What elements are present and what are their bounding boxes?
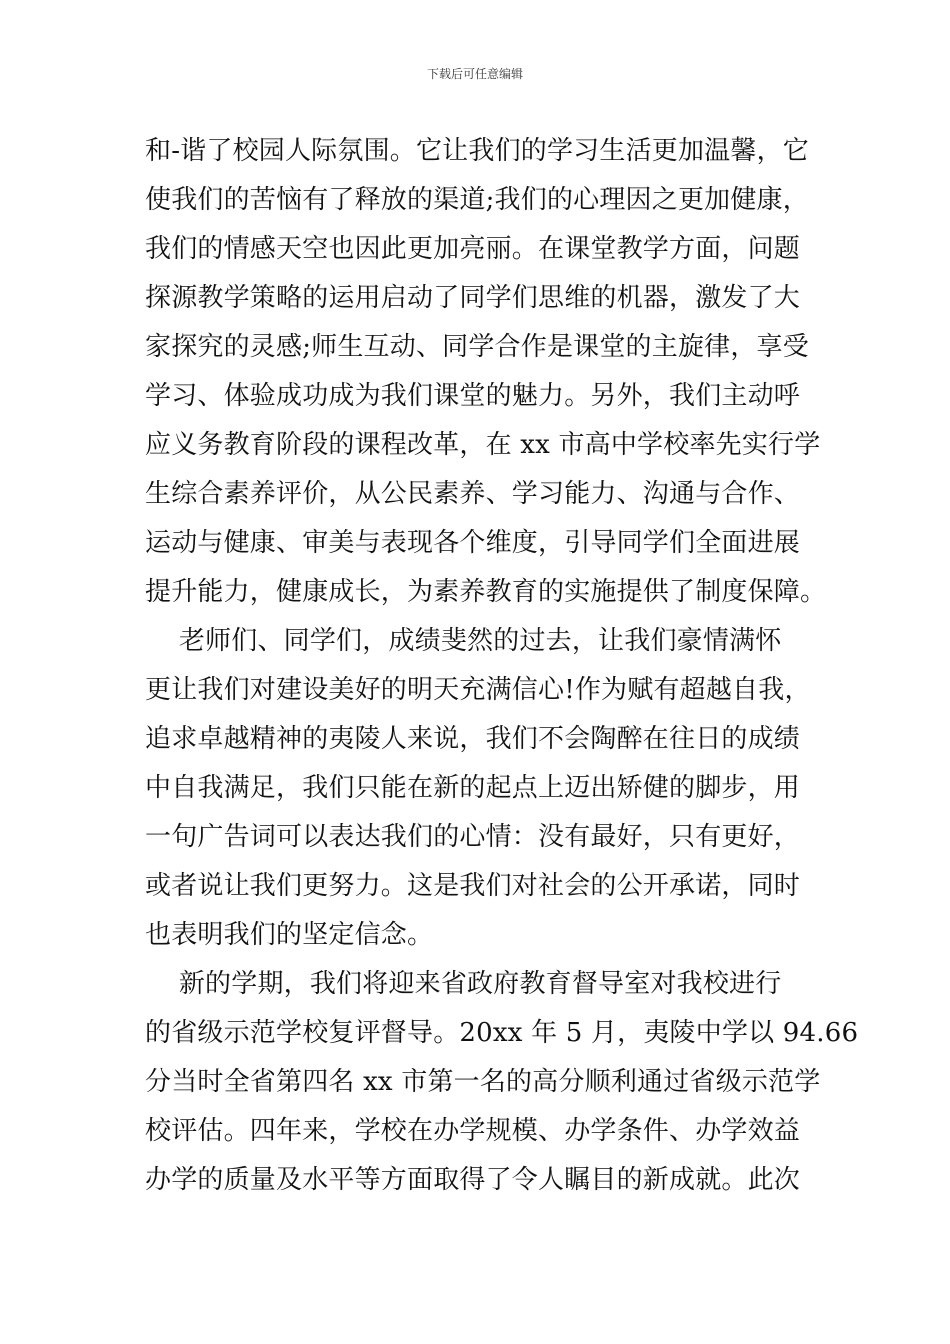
paragraph-start-line: 老师们、同学们，成绩斐然的过去，让我们豪情满怀 — [145, 626, 782, 656]
text-line: 也表明我们的坚定信念。 — [145, 920, 434, 950]
text-line: 办学的质量及水平等方面取得了令人瞩目的新成就。此次 — [145, 1165, 801, 1195]
text-line: 校评估。四年来，学校在办学规模、办学条件、办学效益 — [145, 1116, 801, 1146]
text-line: 分当时全省第四名 xx 市第一名的高分顺利通过省级示范学 — [145, 1067, 821, 1097]
page-header-note: 下载后可任意编辑 — [426, 67, 523, 81]
text-line: 的省级示范学校复评督导。20xx 年 5 月，夷陵中学以 94.66 — [145, 1018, 859, 1048]
text-line: 和-谐了校园人际氛围。它让我们的学习生活更加温馨，它 — [145, 136, 809, 166]
text-line: 运动与健康、审美与表现各个维度，引导同学们全面进展 — [145, 528, 801, 558]
text-line: 探源教学策略的运用启动了同学们思维的机器，激发了大 — [145, 283, 801, 313]
text-line: 应义务教育阶段的课程改革，在 xx 市高中学校率先实行学 — [145, 430, 821, 460]
text-line: 我们的情感天空也因此更加亮丽。在课堂教学方面，问题 — [145, 234, 801, 264]
text-line: 使我们的苦恼有了释放的渠道;我们的心理因之更加健康， — [145, 185, 809, 215]
document-body — [145, 127, 859, 1205]
paragraph-start-line: 新的学期，我们将迎来省政府教育督导室对我校进行 — [145, 969, 782, 999]
text-line: 中自我满足，我们只能在新的起点上迈出矫健的脚步，用 — [145, 773, 801, 803]
text-line: 家探究的灵感;师生互动、同学合作是课堂的主旋律，享受 — [145, 332, 809, 362]
text-line: 提升能力，健康成长，为素养教育的实施提供了制度保障。 — [145, 577, 827, 607]
text-line: 追求卓越精神的夷陵人来说，我们不会陶醉在往日的成绩 — [145, 724, 801, 754]
text-line: 更让我们对建设美好的明天充满信心!作为赋有超越自我， — [145, 675, 811, 705]
text-line: 或者说让我们更努力。这是我们对社会的公开承诺，同时 — [145, 871, 801, 901]
text-line: 一句广告词可以表达我们的心情：没有最好，只有更好， — [145, 822, 801, 852]
text-line: 学习、体验成功成为我们课堂的魅力。另外，我们主动呼 — [145, 381, 801, 411]
text-line: 生综合素养评价，从公民素养、学习能力、沟通与合作、 — [145, 479, 801, 509]
